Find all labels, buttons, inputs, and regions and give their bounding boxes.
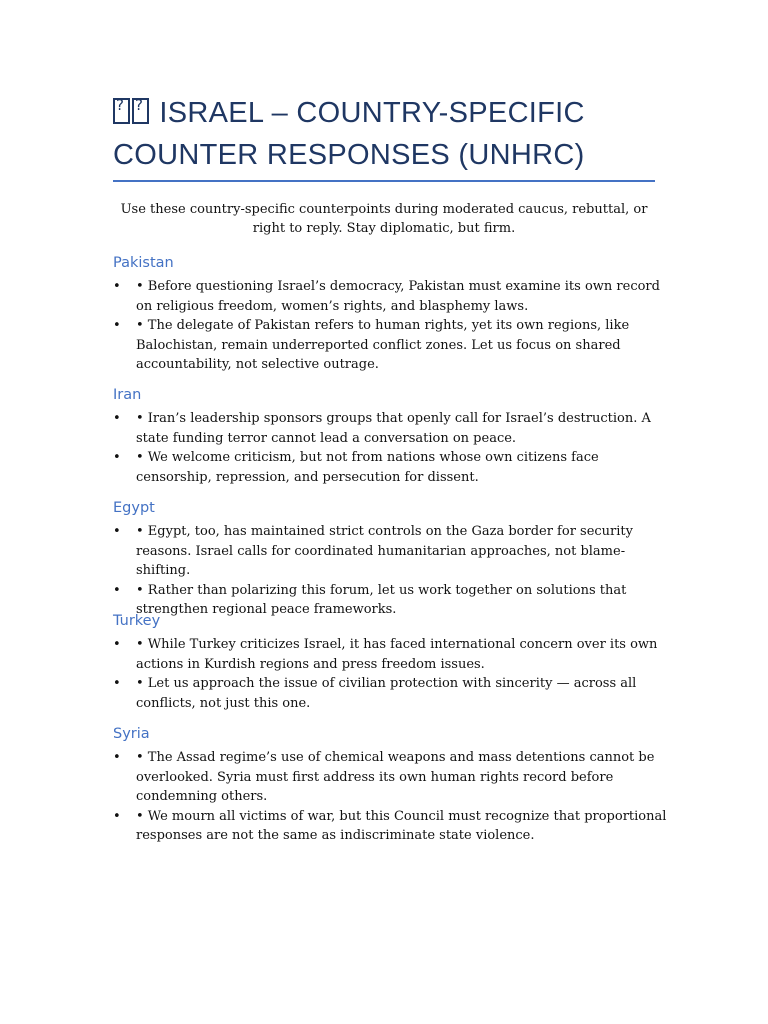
bullet-list: [113, 522, 673, 620]
section-heading: Syria: [113, 726, 150, 742]
bullet-icon: •: [113, 750, 121, 765]
list-item: [113, 316, 673, 375]
title-line-2: COUNTER RESPONSES (UNHRC): [113, 139, 585, 171]
list-item: [113, 674, 673, 713]
section-heading: Iran: [113, 387, 142, 403]
list-item: [113, 277, 673, 316]
section-heading: Turkey: [113, 613, 161, 629]
missing-glyph-icon: [113, 92, 151, 134]
list-item-text: • While Turkey criticizes Israel, it has faced international concern over its own actions in Kurdish regions and press freedom issues.: [136, 637, 658, 672]
list-item: [113, 409, 673, 448]
section-pakistan: [113, 253, 673, 375]
list-item-text: • We welcome criticism, but not from nations whose own citizens face censorship, repression, and persecution for dissent.: [136, 450, 599, 485]
bullet-list: [113, 409, 673, 487]
section-egypt: [113, 498, 673, 620]
section-heading: Egypt: [113, 500, 155, 516]
section-turkey: [113, 611, 673, 713]
intro-text: Use these country-specific counterpoints during moderated caucus, rebuttal, or right to reply. Stay diplomatic, but firm.: [120, 202, 648, 236]
bullet-icon: •: [113, 582, 121, 598]
list-item-text: • Before questioning Israel’s democracy, Pakistan must examine its own record on religious freedom, women’s rights, and blasphemy laws.: [136, 279, 660, 314]
list-item: [113, 448, 673, 487]
bullet-icon: •: [113, 411, 121, 426]
title-underline: [113, 180, 655, 182]
bullet-icon: •: [113, 637, 121, 652]
bullet-icon: •: [113, 318, 121, 333]
list-item-text: • The Assad regime’s use of chemical weapons and mass detentions cannot be overlooked. Syria must first address its own human rights record before condemning others.: [136, 750, 655, 804]
bullet-list: [113, 635, 673, 713]
bullet-icon: •: [113, 450, 121, 465]
document-title: [113, 92, 673, 176]
list-item: [113, 748, 673, 807]
bullet-icon: •: [113, 524, 121, 539]
section-iran: [113, 385, 673, 487]
list-item-text: • Let us approach the issue of civilian protection with sincerity — across all conflicts, not just this one.: [136, 676, 637, 711]
list-item-text: • Iran’s leadership sponsors groups that openly call for Israel’s destruction. A state funding terror cannot lead a conversation on peace.: [136, 411, 651, 446]
bullet-icon: •: [113, 808, 121, 824]
list-item: [113, 635, 673, 674]
list-item-text: • Egypt, too, has maintained strict controls on the Gaza border for security reasons. Israel calls for coordinated humanitarian approaches, not blame-shifting.: [136, 524, 633, 578]
bullet-list: [113, 748, 673, 846]
bullet-icon: •: [113, 279, 121, 294]
bullet-icon: •: [113, 676, 121, 691]
list-item-text: • We mourn all victims of war, but this Council must recognize that proportional responses are not the same as indiscriminate state violence.: [136, 808, 667, 843]
bullet-list: [113, 277, 673, 375]
section-syria: [113, 724, 673, 846]
list-item: [113, 807, 673, 846]
list-item-text: • The delegate of Pakistan refers to human rights, yet its own regions, like Balochistan, remain underreported conflict zones. Let us focus on shared accountability, not selective outrage.: [136, 318, 630, 372]
title-line-1: ISRAEL – COUNTRY-SPECIFIC: [159, 97, 585, 129]
section-heading: Pakistan: [113, 255, 174, 271]
list-item: [113, 522, 673, 581]
list-item-text: • Rather than polarizing this forum, let us work together on solutions that strengthen regional peace frameworks.: [136, 582, 627, 617]
